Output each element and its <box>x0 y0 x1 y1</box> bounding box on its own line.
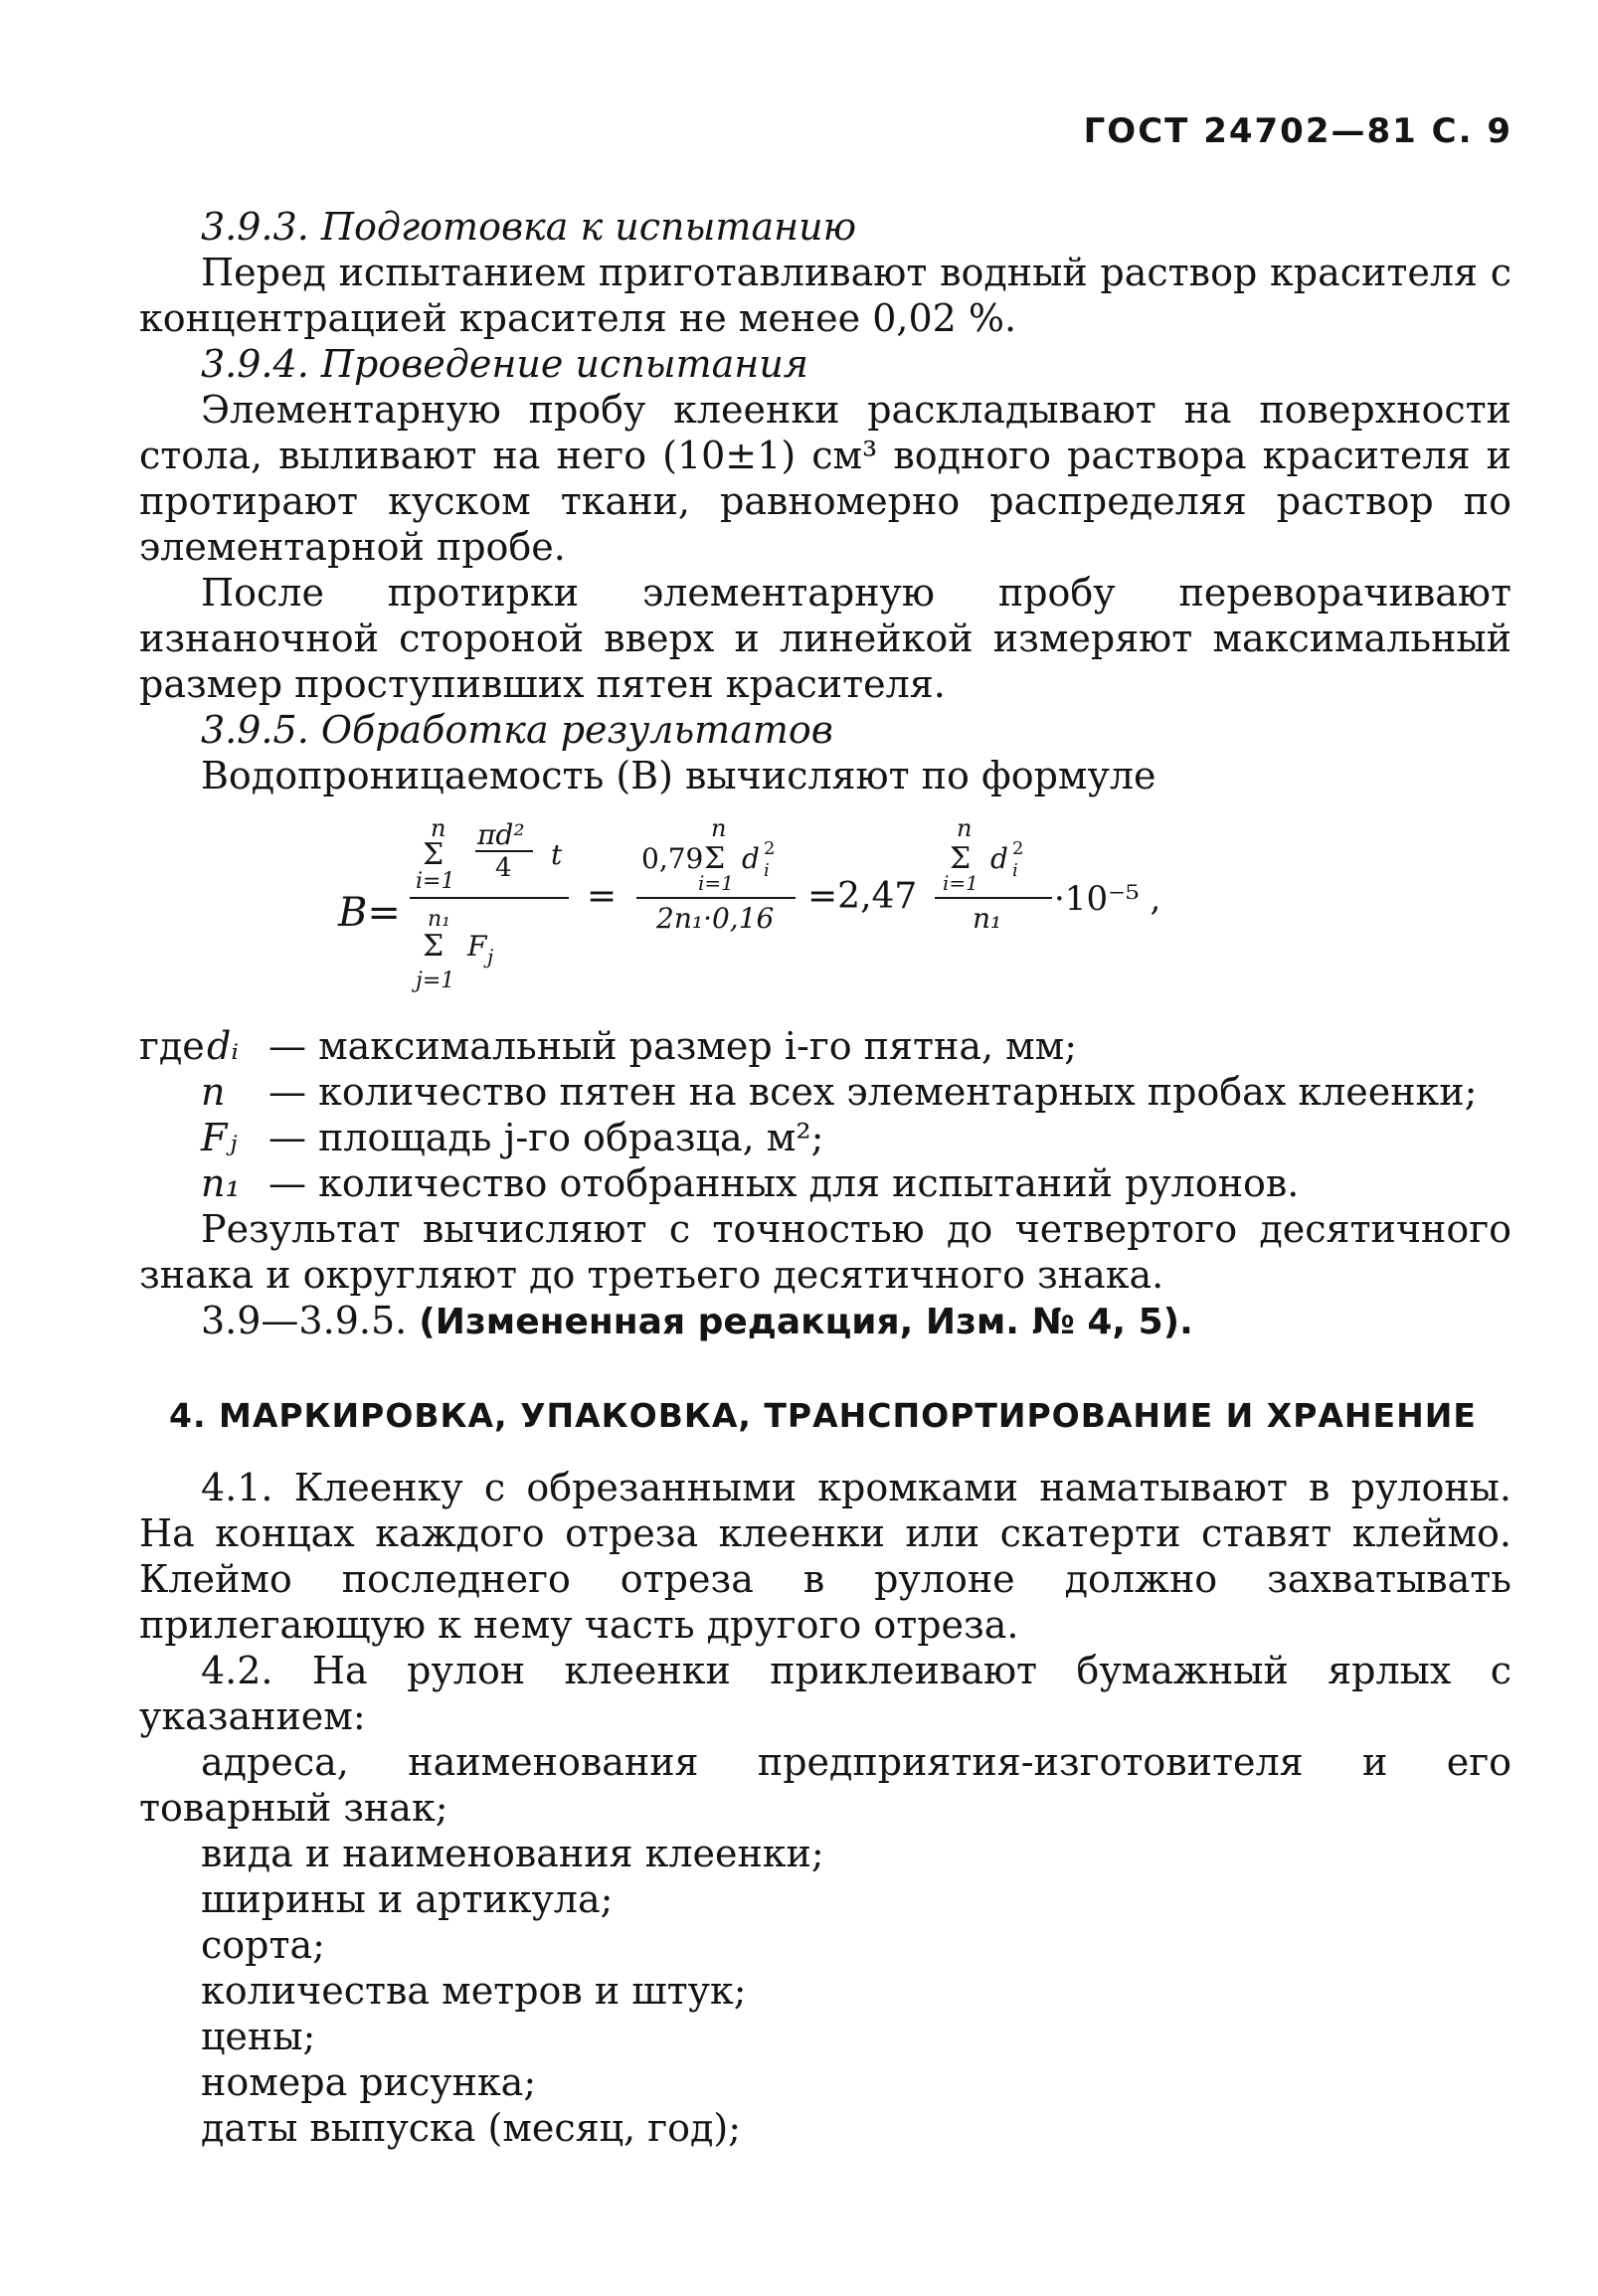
den-1: 2n₁·0,16 <box>656 902 775 935</box>
list-item: цены; <box>201 2015 316 2058</box>
sum-bottom-1: i=1 <box>416 869 455 894</box>
t-var: t <box>551 838 563 871</box>
list-item: адреса, наименования предприятия-изготовителя и его товарный знак; <box>139 1740 1511 1830</box>
coef-247: =2,47 <box>807 876 918 917</box>
pi-d2: πd² <box>477 818 525 851</box>
label-items-list <box>139 1739 1511 2151</box>
section-3-9-4-paragraph-2: После протирки элементарную пробу переворачивают изнаночной стороной вверх и линейкой измеряют максимальный размер проступивших пятен красителя. <box>139 571 1511 706</box>
d-sup-2: 2 <box>1012 838 1024 859</box>
list-item: даты выпуска (месяц, год); <box>201 2106 742 2150</box>
list-item: вида и наименования клеенки; <box>201 1832 824 1875</box>
section-4-title: 4. МАРКИРОВКА, УПАКОВКА, ТРАНСПОРТИРОВАНИЕ И ХРАНЕНИЕ <box>169 1396 1477 1435</box>
sum-sign-2: Σ <box>423 929 444 964</box>
sum-top-4: n <box>957 814 973 842</box>
four: 4 <box>495 853 512 883</box>
sum-top-n1: n₁ <box>428 907 450 932</box>
body-text <box>139 204 1511 2151</box>
definition-text: — количество пятен на всех элементарных пробах клеенки; <box>268 1070 1478 1114</box>
amendment-bold: (Измененная редакция, Изм. № 4, 5). <box>419 1302 1193 1342</box>
sum-bottom-4: i=1 <box>943 871 978 895</box>
list-item: ширины и артикула; <box>201 1877 614 1921</box>
amendment-prefix: 3.9—3.9.5. <box>201 1299 420 1342</box>
sum-sign-1: Σ <box>423 837 444 872</box>
d-sup-1: 2 <box>764 838 776 859</box>
definition-text: — максимальный размер i-го пятна, мм; <box>268 1024 1078 1068</box>
equals-1: = <box>587 876 618 917</box>
list-item: количества метров и штук; <box>201 1969 747 2013</box>
definitions <box>139 1023 1511 1206</box>
d-var-2: d <box>990 842 1008 875</box>
coef-079: 0,79 <box>641 842 704 875</box>
den-2: n₁ <box>973 902 1002 935</box>
sum-top-1: n <box>431 814 446 842</box>
sum-sign-3: Σ <box>704 841 726 876</box>
definition-text: — площадь j-го образца, м²; <box>268 1116 824 1159</box>
sum-sign-4: Σ <box>950 841 972 876</box>
definition-symbol: n <box>201 1070 226 1114</box>
d-sub-2: i <box>1012 860 1018 881</box>
list-item: номера рисунка; <box>201 2060 537 2104</box>
definition-row <box>139 1160 1511 1206</box>
section-3-9-3-text: Перед испытанием приготавливают водный раствор красителя с концентрацией красителя не менее 0,02 %. <box>139 251 1511 340</box>
sum-bottom-2: j=1 <box>416 969 455 993</box>
definition-row <box>139 1069 1511 1115</box>
section-4-1-paragraph: 4.1. Клеенку с обрезанными кромками наматывают в рулоны. На концах каждого отреза клеенки или скатерти ставят клеймо. Клеймо последнего отреза в рулоне должно захватывать прилегающую к нему часть другого отреза. <box>139 1466 1511 1647</box>
definition-symbol: Fⱼ <box>201 1116 238 1159</box>
section-3-9-4-title: 3.9.4. Проведение испытания <box>201 342 808 386</box>
section-3-9-5-title: 3.9.5. Обработка результатов <box>201 708 833 752</box>
sum-bottom-3: i=1 <box>698 871 734 895</box>
definitions-lead: где <box>139 1024 205 1068</box>
water-permeability-formula <box>139 806 1511 1015</box>
formula-intro: Водопроницаемость (B) вычисляют по формуле <box>201 754 1156 797</box>
sum-top-3: n <box>711 814 727 842</box>
definition-text: — количество отобранных для испытаний рулонов. <box>268 1161 1300 1205</box>
F-sub: j <box>487 945 494 969</box>
d-var-1: d <box>742 842 760 875</box>
F-var: F <box>467 930 487 963</box>
formula-tail: ·10⁻⁵ , <box>1054 879 1161 919</box>
definition-symbol: dᵢ <box>207 1024 239 1068</box>
section-4-2-paragraph: 4.2. На рулон клеенки приклеивают бумажный ярлых с указанием: <box>139 1649 1511 1738</box>
amendment-note <box>139 1298 1511 1345</box>
d-sub-1: i <box>764 860 770 881</box>
section-3-9-3-title: 3.9.3. Подготовка к испытанию <box>201 205 857 249</box>
result-paragraph: Результат вычисляют с точностью до четвертого десятичного знака и округляют до третьего десятичного знака. <box>139 1207 1511 1297</box>
definition-row <box>139 1023 1511 1069</box>
definition-symbol: n₁ <box>201 1161 241 1205</box>
list-item: сорта; <box>201 1923 325 1967</box>
formula-lhs: B= <box>338 890 401 936</box>
definition-row <box>139 1115 1511 1160</box>
page-header: ГОСТ 24702—81 С. 9 <box>1083 111 1512 151</box>
section-3-9-4-paragraph-1: Элементарную пробу клеенки раскладывают на поверхности стола, выливают на него (10±1) см³ водного раствора красителя и протирают куском ткани, равномерно распределяя раствор по элементарной пробе. <box>139 388 1511 569</box>
